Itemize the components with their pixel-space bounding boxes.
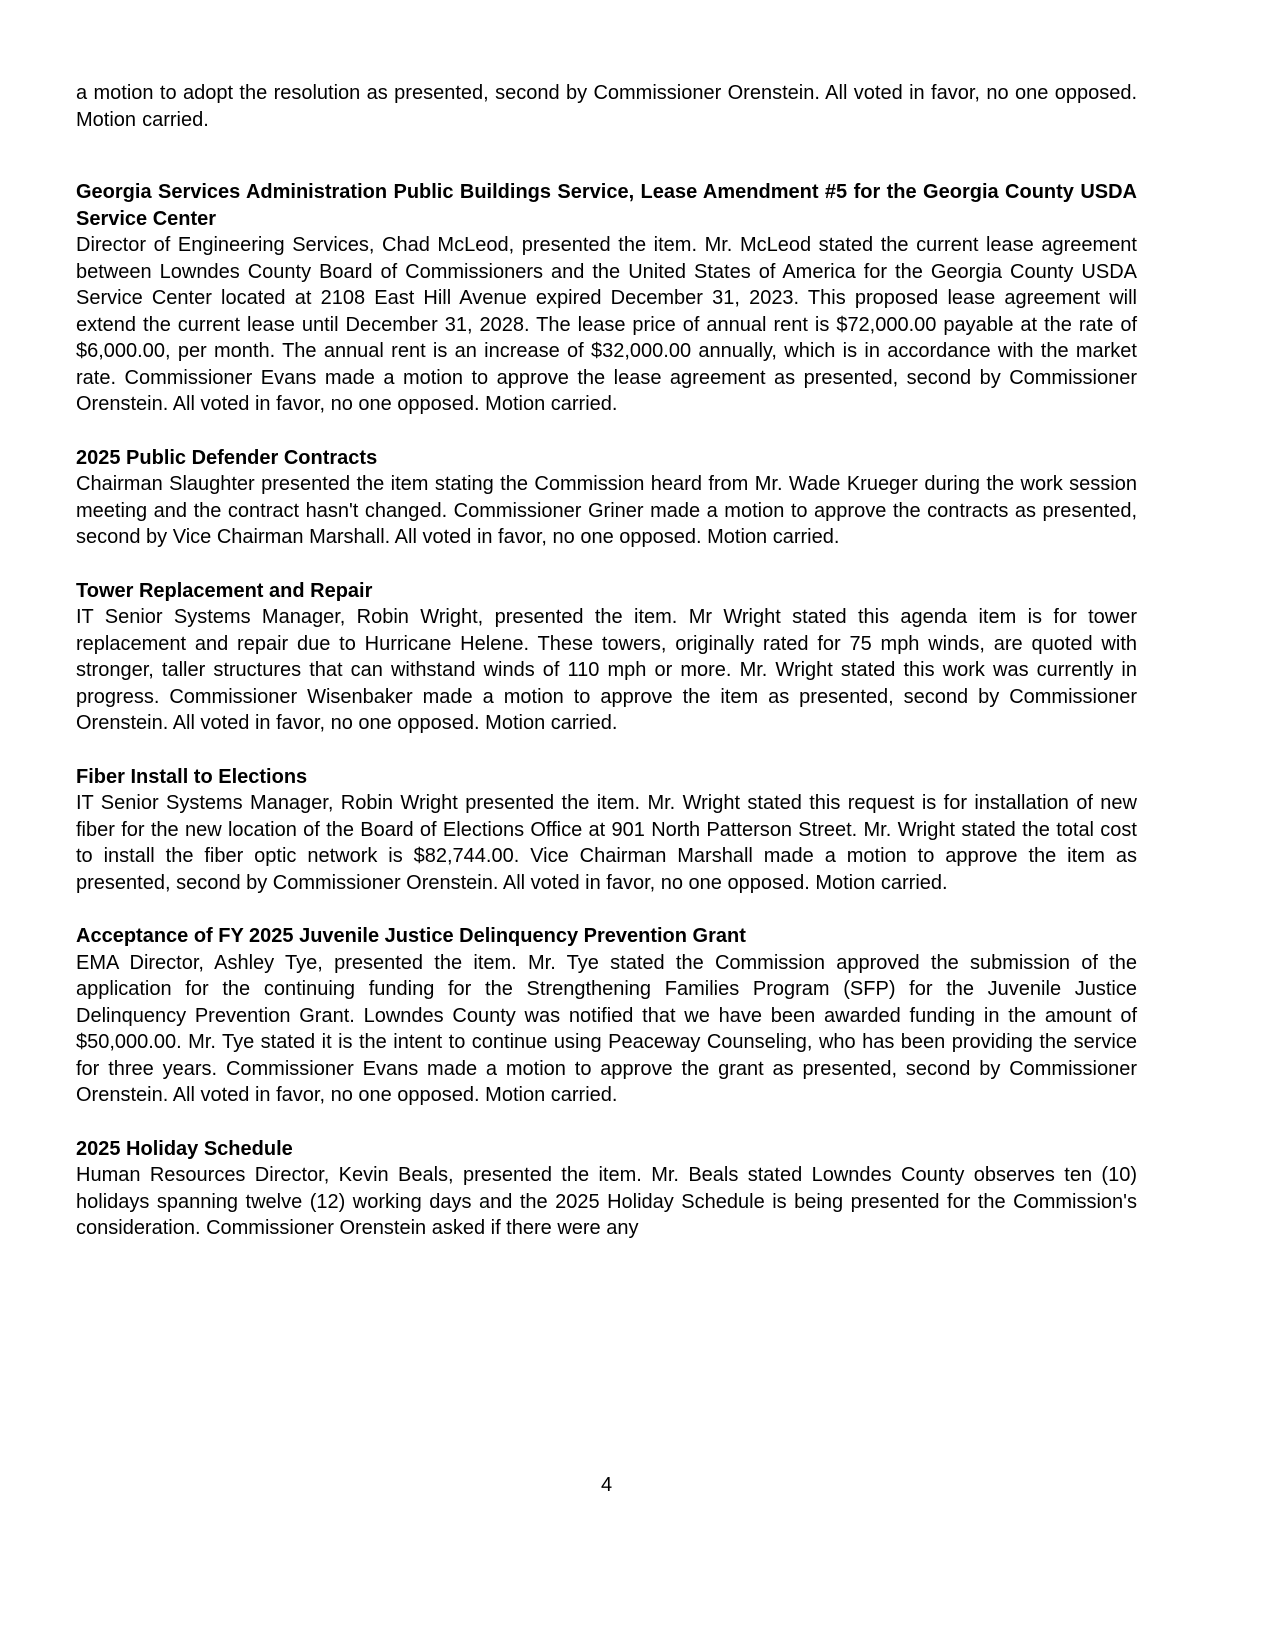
section-heading: 2025 Holiday Schedule — [76, 1137, 293, 1160]
section-holiday-schedule — [76, 1136, 1137, 1242]
section-heading: Fiber Install to Elections — [76, 765, 308, 788]
opening-paragraph: a motion to adopt the resolution as presented, second by Commissioner Orenstein. All voted in favor, no one opposed. Motion carried. — [76, 82, 1137, 131]
section-heading: 2025 Public Defender Contracts — [76, 446, 378, 469]
section-tower-replacement — [76, 578, 1137, 737]
section-body: IT Senior Systems Manager, Robin Wright, presented the item. Mr Wright stated this agenda item is for tower replacement and repair due to Hurricane Helene. These towers, originally rated for 75 mph winds, are quoted with stronger, taller structures that can withstand winds of 110 mph or more. Mr. Wright stated this work was currently in progress. Commissioner Wisenbaker made a motion to approve the item as presented, second by Commissioner Orenstein. All voted in favor, no one opposed. Motion carried. — [76, 606, 1137, 734]
section-body: Human Resources Director, Kevin Beals, presented the item. Mr. Beals stated Lowndes County observes ten (10) holidays spanning twelve (12) working days and the 2025 Holiday Schedule is being presented for the Commission's consideration. Commissioner Orenstein asked if there were any — [76, 1164, 1137, 1239]
section-juvenile-justice-grant — [76, 923, 1137, 1109]
section-heading: Georgia Services Administration Public Buildings Service, Lease Amendment #5 for the Georgia County USDA Service Center — [76, 181, 1137, 230]
section-body: EMA Director, Ashley Tye, presented the item. Mr. Tye stated the Commission approved the submission of the application for the continuing funding for the Strengthening Families Program (SFP) for the Juvenile Justice Delinquency Prevention Grant. Lowndes County was notified that we have been awarded funding in the amount of $50,000.00. Mr. Tye stated it is the intent to continue using Peaceway Counseling, who has been providing the service for three years. Commissioner Evans made a motion to approve the grant as presented, second by Commissioner Orenstein. All voted in favor, no one opposed. Motion carried. — [76, 951, 1137, 1106]
section-heading: Tower Replacement and Repair — [76, 579, 373, 602]
section-fiber-install — [76, 764, 1137, 897]
section-body: Chairman Slaughter presented the item stating the Commission heard from Mr. Wade Krueger during the work session meeting and the contract hasn't changed. Commissioner Griner made a motion to approve the contracts as presented, second by Vice Chairman Marshall. All voted in favor, no one opposed. Motion carried. — [76, 473, 1137, 548]
section-public-defender-contracts — [76, 445, 1137, 551]
page-number: 4 — [600, 1474, 613, 1496]
section-heading: Acceptance of FY 2025 Juvenile Justice Delinquency Prevention Grant — [76, 925, 746, 947]
section-body: Director of Engineering Services, Chad McLeod, presented the item. Mr. McLeod stated the current lease agreement between Lowndes County Board of Commissioners and the United States of America for the Georgia County USDA Service Center located at 2108 East Hill Avenue expired December 31, 2023. This proposed lease agreement will extend the current lease until December 31, 2028. The lease price of annual rent is $72,000.00 payable at the rate of $6,000.00, per month. The annual rent is an increase of $32,000.00 annually, which is in accordance with the market rate. Commissioner Evans made a motion to approve the lease agreement as presented, second by Commissioner Orenstein. All voted in favor, no one opposed. Motion carried. — [76, 234, 1137, 415]
section-lease-amendment — [76, 179, 1137, 418]
section-body: IT Senior Systems Manager, Robin Wright presented the item. Mr. Wright stated this request is for installation of new fiber for the new location of the Board of Elections Office at 901 North Patterson Street. Mr. Wright stated the total cost to install the fiber optic network is $82,744.00. Vice Chairman Marshall made a motion to approve the item as presented, second by Commissioner Orenstein. All voted in favor, no one opposed. Motion carried. — [76, 792, 1137, 894]
